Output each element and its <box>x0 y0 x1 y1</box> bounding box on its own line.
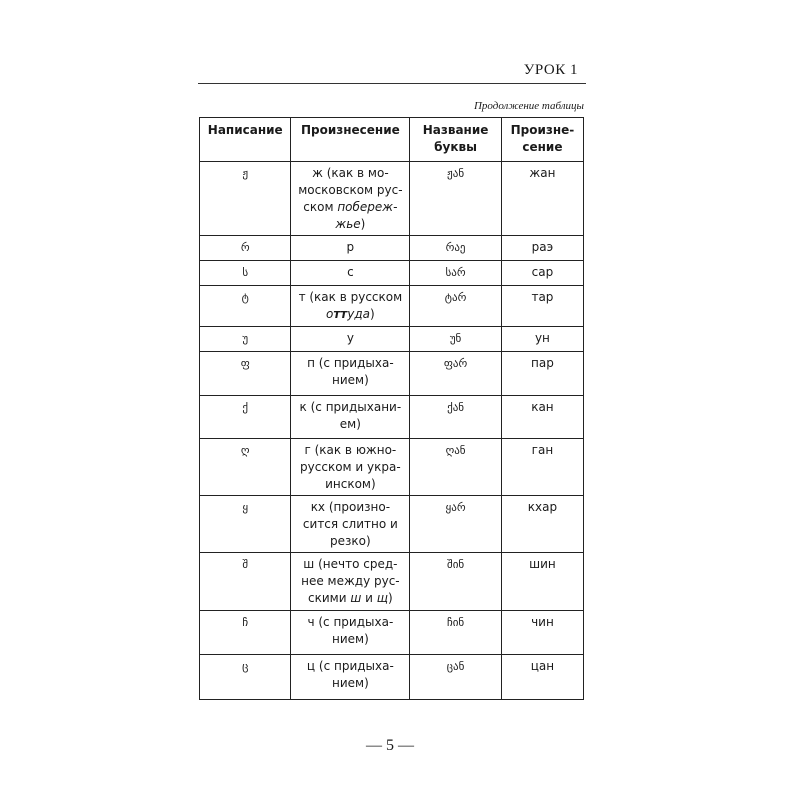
georgian-letter: ფ <box>200 352 291 396</box>
letter-name-pronunciation: пар <box>501 352 583 396</box>
georgian-letter: ჩ <box>200 611 291 655</box>
table-row <box>200 327 584 352</box>
letter-pronunciation: кх (произно- сится слитно и резко) <box>291 496 410 553</box>
table-header-row <box>200 118 584 162</box>
letter-name-pronunciation: раэ <box>501 236 583 261</box>
georgian-letter: ღ <box>200 439 291 496</box>
alphabet-table <box>199 117 584 700</box>
georgian-letter: ც <box>200 655 291 700</box>
table-caption: Продолжение таблицы <box>473 100 584 112</box>
letter-pronunciation: п (с придыха- нием) <box>291 352 410 396</box>
table-body <box>200 162 584 700</box>
letter-name: სარ <box>410 261 502 286</box>
georgian-letter: შ <box>200 553 291 611</box>
letter-name: უნ <box>410 327 502 352</box>
column-header-pronunciation: Произнесение <box>291 118 410 162</box>
table-row <box>200 261 584 286</box>
table-row <box>200 496 584 553</box>
letter-name-pronunciation: жан <box>501 162 583 236</box>
letter-name: ტარ <box>410 286 502 327</box>
letter-name-pronunciation: чин <box>501 611 583 655</box>
table-row <box>200 655 584 700</box>
header-rule <box>198 83 586 84</box>
letter-name: ღან <box>410 439 502 496</box>
table-row <box>200 162 584 236</box>
letter-name-pronunciation: ган <box>501 439 583 496</box>
table-row <box>200 611 584 655</box>
letter-name: ფარ <box>410 352 502 396</box>
letter-name: ჟან <box>410 162 502 236</box>
column-header-spelling: Написание <box>200 118 291 162</box>
georgian-letter: ტ <box>200 286 291 327</box>
letter-name: ცან <box>410 655 502 700</box>
table-row <box>200 236 584 261</box>
letter-pronunciation: ш (нечто сред- нее между рус- скими ш и щ) <box>291 553 410 611</box>
page-number: — 5 — <box>366 737 414 754</box>
letter-pronunciation: т (как в русском оттуда) <box>291 286 410 327</box>
letter-name: რაე <box>410 236 502 261</box>
letter-name-pronunciation: тар <box>501 286 583 327</box>
letter-name-pronunciation: цан <box>501 655 583 700</box>
table-row <box>200 352 584 396</box>
letter-name: შინ <box>410 553 502 611</box>
georgian-letter: უ <box>200 327 291 352</box>
letter-pronunciation: у <box>291 327 410 352</box>
georgian-letter: ს <box>200 261 291 286</box>
georgian-letter: რ <box>200 236 291 261</box>
georgian-letter: ყ <box>200 496 291 553</box>
letter-pronunciation: к (с придыхани- ем) <box>291 396 410 439</box>
table-row <box>200 286 584 327</box>
letter-pronunciation: ж (как в мо- московском рус- ском побереж- жье) <box>291 162 410 236</box>
page-header-title: УРОК 1 <box>523 62 578 78</box>
georgian-letter: ჟ <box>200 162 291 236</box>
table-row <box>200 439 584 496</box>
georgian-letter: ქ <box>200 396 291 439</box>
letter-name: ჩინ <box>410 611 502 655</box>
letter-pronunciation: р <box>291 236 410 261</box>
column-header-letter-name: Название буквы <box>410 118 502 162</box>
table-row <box>200 553 584 611</box>
letter-name-pronunciation: ун <box>501 327 583 352</box>
letter-name-pronunciation: шин <box>501 553 583 611</box>
letter-name: ყარ <box>410 496 502 553</box>
letter-name-pronunciation: сар <box>501 261 583 286</box>
letter-pronunciation: г (как в южно- русском и укра- инском) <box>291 439 410 496</box>
letter-name-pronunciation: кхар <box>501 496 583 553</box>
letter-pronunciation: с <box>291 261 410 286</box>
column-header-name-pronunciation: Произне- сение <box>501 118 583 162</box>
letter-pronunciation: ч (с придыха- нием) <box>291 611 410 655</box>
letter-pronunciation: ц (с придыха- нием) <box>291 655 410 700</box>
letter-name: ქან <box>410 396 502 439</box>
letter-name-pronunciation: кан <box>501 396 583 439</box>
table-row <box>200 396 584 439</box>
